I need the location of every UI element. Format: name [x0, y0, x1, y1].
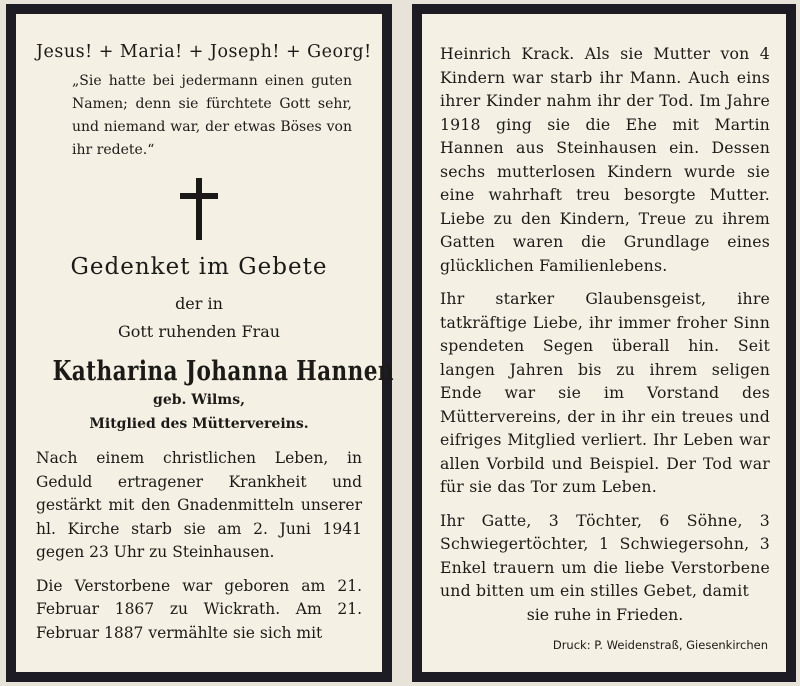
- scripture-quote: „Sie hatte bei jedermann einen guten Namen; denn sie fürchtete Gott sehr, und niemand war, der etwas Böses von ihr redete.“: [72, 73, 352, 158]
- rest-in-peace-line: sie ruhe in Frieden.: [526, 604, 684, 624]
- maiden-name: geb. Wilms,: [153, 392, 245, 408]
- cross-icon: [180, 178, 218, 240]
- line-der-in: der in: [175, 294, 223, 313]
- faith-paragraph: Ihr starker Glaubensgeist, ihre tatkräftige Liebe, ihr immer froher Sinn spendeten Segen überall hin. Seit langen Jahren bis zu ihrem seligen Ende war sie im Vorstand des Müttervereins, der in ihr ein treues und eifriges Mitglied verliert. Ihr Leben war allen Vorbild und Beispiel. Der Tod war für sie das Tor zum Leben.: [440, 289, 770, 496]
- death-paragraph: Nach einem christlichen Leben, in Geduld ertragener Krankheit und gestärkt mit den Gnadenmitteln unserer hl. Kirche starb sie am 2. Juni 1941 gegen 23 Uhr zu Steinhausen.: [36, 449, 362, 561]
- memorial-card-left-page: [6, 4, 392, 682]
- line-gott-ruhenden: Gott ruhenden Frau: [117, 322, 281, 341]
- birth-paragraph: Die Verstorbene war geboren am 21. Februar 1867 zu Wickrath. Am 21. Februar 1887 vermählte sie sich mit: [36, 576, 362, 642]
- life-paragraph: Heinrich Krack. Als sie Mutter von 4 Kindern war starb ihr Mann. Auch eins ihrer Kinder nahm ihr der Tod. Im Jahre 1918 ging sie die Ehe mit Martin Hannen aus Steinhausen ein. Dessen sechs mutterlosen Kindern wurde sie eine wahrhaft treu besorgte Mutter. Liebe zu den Kindern, Treue zu ihrem Gatten waren die Grundlage eines glücklichen Familienlebens.: [440, 44, 770, 275]
- invocation: Jesus! + Maria! + Joseph! + Georg!: [36, 42, 372, 62]
- memorial-card-right-page: [412, 4, 796, 682]
- family-paragraph: Ihr Gatte, 3 Töchter, 6 Söhne, 3 Schwiegertöchter, 1 Schwiegersohn, 3 Enkel trauern um die liebe Verstorbene und bitten um ein stilles Gebet, damit: [440, 510, 770, 600]
- membership-line: Mitglied des Müttervereins.: [89, 416, 309, 432]
- deceased-name: Katharina Johanna Hannen: [52, 356, 394, 387]
- printer-credit: Druck: P. Weidenstraß, Giesenkirchen: [552, 638, 768, 652]
- memorial-heading: Gedenket im Gebete: [70, 254, 328, 280]
